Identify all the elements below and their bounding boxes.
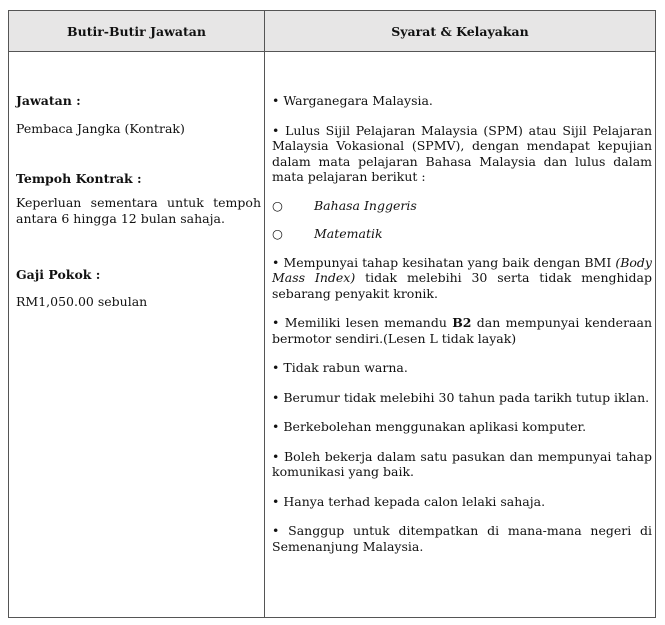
sub-item bbox=[272, 226, 652, 242]
requirement-item bbox=[272, 494, 652, 510]
header-job-details: Butir-Butir Jawatan bbox=[67, 23, 206, 39]
header-requirements: Syarat & Kelayakan bbox=[391, 23, 529, 39]
requirement-item bbox=[272, 315, 652, 346]
bullet-icon: • bbox=[272, 389, 280, 405]
sub-item bbox=[272, 198, 652, 214]
requirement-text: Tidak rabun warna. bbox=[283, 360, 408, 375]
requirement-item bbox=[272, 449, 652, 480]
requirement-text: Boleh bekerja dalam satu pasukan dan mempunyai tahap komunikasi yang baik. bbox=[272, 448, 653, 479]
tempoh-value: Keperluan sementara untuk tempoh antara 6 hingga 12 bulan sahaja. bbox=[16, 195, 261, 226]
bmi-term: (Body Mass Index) bbox=[272, 254, 652, 285]
requirement-text: Berumur tidak melebihi 30 tahun pada tarikh tutup iklan. bbox=[283, 389, 650, 405]
bullet-icon: • bbox=[272, 122, 280, 138]
circle-bullet-icon: ○ bbox=[272, 225, 283, 241]
requirement-item bbox=[272, 523, 652, 554]
requirement-text: tidak melebihi 30 serta tidak menghidap sebarang penyakit kronik. bbox=[272, 270, 652, 301]
bullet-icon: • bbox=[272, 523, 280, 538]
bullet-icon: • bbox=[272, 254, 280, 270]
requirement-item bbox=[272, 93, 652, 109]
requirement-item bbox=[272, 123, 652, 185]
license-class: B2 bbox=[452, 315, 472, 330]
requirement-text: Sanggup untuk ditempatkan di mana-mana negeri di Semenanjung Malaysia. bbox=[272, 523, 653, 554]
gaji-value: RM1,050.00 sebulan bbox=[16, 294, 148, 309]
gaji-label: Gaji Pokok : bbox=[16, 267, 101, 282]
requirement-text: Lulus Sijil Pelajaran Malaysia (SPM) atau Sijil Pelajaran Malaysia Vokasional (SPMV), dengan mendapat kepujian dalam mata pelajaran Bahasa Malaysia dan lulus dalam mata pelajaran berikut : bbox=[272, 122, 652, 184]
jawatan-label: Jawatan : bbox=[16, 93, 81, 108]
bullet-icon: • bbox=[272, 315, 280, 330]
tempoh-label: Tempoh Kontrak : bbox=[16, 171, 142, 186]
jawatan-value: Pembaca Jangka (Kontrak) bbox=[16, 121, 185, 136]
requirement-text: Hanya terhad kepada calon lelaki sahaja. bbox=[283, 493, 546, 509]
requirement-text: Berkebolehan menggunakan aplikasi komputer. bbox=[283, 419, 587, 434]
bullet-icon: • bbox=[272, 93, 280, 108]
column-divider bbox=[264, 11, 265, 617]
bullet-icon: • bbox=[272, 448, 280, 464]
requirements-column bbox=[272, 93, 652, 554]
requirement-text: Mempunyai tahap kesihatan yang baik dengan BMI bbox=[283, 254, 616, 270]
requirement-item bbox=[272, 419, 652, 435]
requirement-text: Memiliki lesen memandu bbox=[284, 315, 453, 330]
circle-bullet-icon: ○ bbox=[272, 197, 283, 213]
subject-text: Bahasa Inggeris bbox=[314, 197, 417, 213]
requirement-item bbox=[272, 390, 652, 406]
bullet-icon: • bbox=[272, 419, 280, 434]
job-table bbox=[8, 10, 656, 618]
bullet-icon: • bbox=[272, 493, 280, 509]
job-details-column bbox=[16, 93, 261, 310]
requirement-text: Warganegara Malaysia. bbox=[283, 93, 433, 108]
requirement-item bbox=[272, 255, 652, 302]
requirement-item bbox=[272, 360, 652, 376]
subject-text: Matematik bbox=[314, 225, 383, 241]
bullet-icon: • bbox=[272, 360, 280, 375]
requirement-text: dan mempunyai kenderaan bermotor sendiri.(Lesen L tidak layak) bbox=[272, 315, 653, 346]
